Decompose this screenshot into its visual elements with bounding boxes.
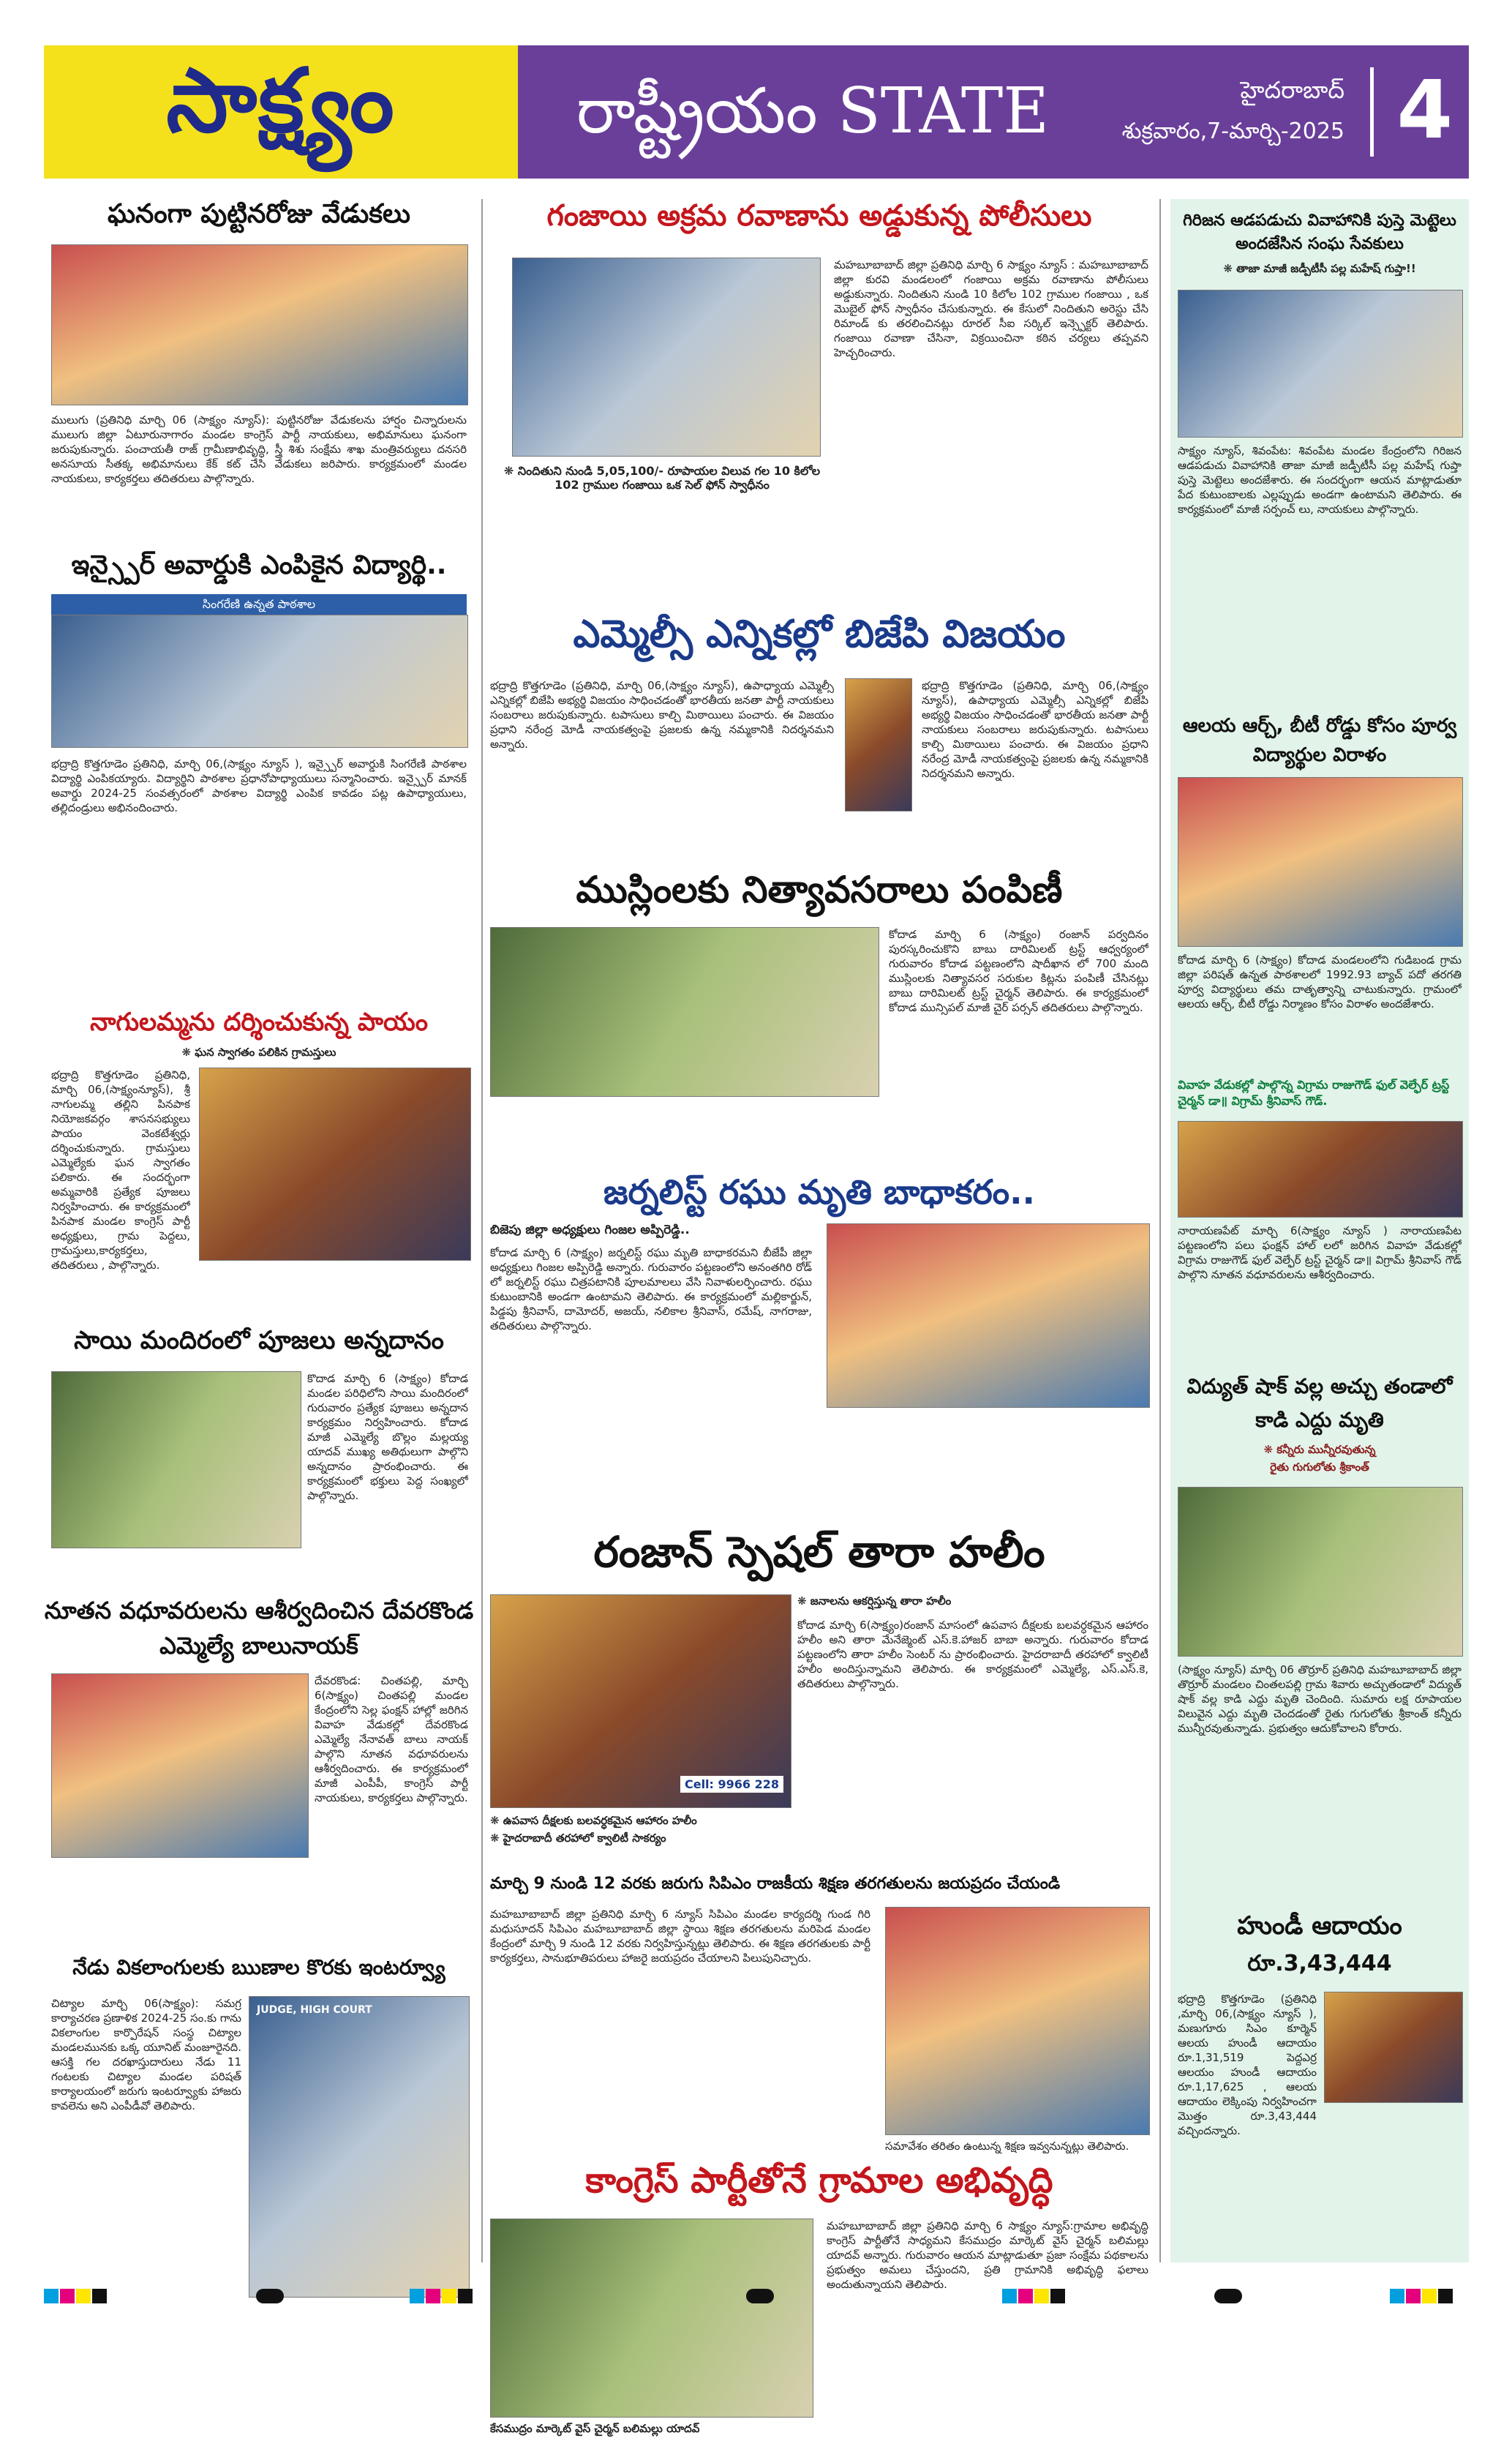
photo-caption: ❋ నిందితుని నుండి 5,05,100/- రూపాయల విలువ గల 10 కిలోల 102 గ్రాముల గంజాయి ఒక సెల్ ఫోన్ స్వాధీనం xyxy=(503,464,821,492)
article-body: దేవరకొండ: చింతపల్లి, మార్చి 6(సాక్ష్యం) చింతపల్లి మండల కేంద్రంలోని సెల్ల ఫంక్షన్ హాల్లో జరిగిన వివాహ వేడుకల్లో దేవరకొండ ఎమ్మెల్యే నేనావత్ బాలు నాయక్ పాల్గొని నూతన వధూవరులను ఆశీర్వదించారు. ఈ కార్యక్రమంలో మాజీ ఎంపీపీ, కాంగ్రెస్ పార్టీ నాయకులు, కార్యకర్తలు పాల్గొన్నారు. xyxy=(315,1674,468,1804)
article-body: కోదాడ మార్చి 6(సాక్ష్యం)రంజాన్ మాసంలో ఉపవాస దీక్షలకు బలవర్ధకమైన ఆహారం హలీం అని తారా మేనేజ్మెంట్ ఎస్.కె.హాజర్ బాబా అన్నారు. గురువారం కోదాడ పట్టణంలోని తారా హలీం సెంటర్ ను ప్రారంభించారు. హైదరాబాదీ తరహాలో క్వాలిటీ హలీం అందిస్తున్నామని తెలిపారు. ఈ కార్యక్రమంలో ఎమ్మెల్యే, ఎస్.ఎస్.కె, తదితరులు పాల్గొన్నారు. xyxy=(797,1619,1148,1690)
subheadline: ❋ తాజా మాజీ జడ్పీటీసీ పల్ల మహేష్ గుప్తా!! xyxy=(1223,262,1416,275)
article-body: ములుగు (ప్రతినిధి మార్చి 06 (సాక్ష్యం న్యూస్): పుట్టినరోజు వేడుకలను హార్షం చిన్నారులను ములుగు జిల్లా ఏటూరునాగారం మండల కాంగ్రెస్ పార్టీ నాయకులు, అభిమానులు ఘనంగా జరుపుకున్నారు. పంచాయతీ రాజ్ గ్రామీణాభివృద్ధి, స్త్రీ శిశు సంక్షేమ శాఖ మంత్రివర్యులు దనసరి అనసూయ సీతక్క అభిమానులు కేక్ కట్ చేసి వేడుకలు జరిపారు. కార్యక్రమంలో మండల నాయకులు, కార్యకర్తలు తదితరులు పాల్గొన్నారు. xyxy=(51,413,467,485)
article-body: మహబూబాబాద్ జిల్లా ప్రతినిధి మార్చి 6 సాక్ష్యం న్యూస్ : మహబూబాబాద్ జిల్లా కురవి మండలంలో గంజాయి అక్రమ రవాణాను పోలీసులు అడ్డుకున్నారు. నిందితుని నుండి 10 కిలోల 102 గ్రాముల గంజాయి , ఒక మొబైల్ ఫోన్ స్వాధీనం చేసుకున్నారు. ఈ కేసులో నిందితుని అరెస్టు చేసి రిమాండ్ కు తరలించినట్లు రూరల్ సీఐ సర్కిల్ ఇన్స్పెక్టర్ తెలిపారు. గంజాయి రవాణా చేసినా, విక్రయించినా కఠిన చర్యలు తప్పవని హెచ్చరించారు. xyxy=(834,258,1148,359)
headline: కాంగ్రెస్ పార్టీతోనే గ్రామాల అభివృద్ధి xyxy=(585,2160,1053,2201)
photo-cpm-leader xyxy=(885,1907,1150,2135)
headline: గిరిజన ఆడపడుచు వివాహానికి పుస్తె మెట్టెలు అందజేసిన సంఘ సేవకులు xyxy=(1183,211,1456,253)
photo-kit-distribution xyxy=(490,927,879,1097)
page-number: 4 xyxy=(1396,63,1453,157)
newspaper-logo xyxy=(44,45,518,179)
article-body: మహబూబాబాద్ జిల్లా ప్రతినిధి మార్చి 6 న్యూస్ సిపిఎం మండల కార్యదర్శి గుండ గిరి మధుసూదన్ సిపిఎం మహబూబాబాద్ జిల్లా స్థాయి శిక్షణ తరగతులను మరిపెడ మండల కేంద్రంలో మార్చి 9 నుండి 12 వరకు నిర్వహిస్తున్నట్లు తెలిపారు. ఈ శిక్షణ తరగతులకు పార్టీ కార్యకర్తలు, సానుభూతిపరులు హాజరై జయప్రదం చేయాలని పిలుపునిచ్చారు. xyxy=(490,1908,870,1965)
section-title: రాష్ట్రీయం STATE xyxy=(576,75,1050,148)
subheadline-1: ❋ కన్నీరు మున్నీరవుతున్న xyxy=(1263,1443,1376,1456)
headline: హుండీ ఆదాయం xyxy=(1237,1911,1402,1940)
article-haleem xyxy=(490,1527,1148,1845)
article-body: కొదాడ మార్చి 6 (సాక్ష్యం) కోదాడ మండల పరిధిలోని సాయి మందిరంలో గురువారం ప్రత్యేక పూజలు అన్నదాన కార్యక్రమం నిర్వహించారు. కోదాడ మాజీ ఎమ్మెల్యే బొల్లం మల్లయ్య యాదవ్ ముఖ్య అతిథులుగా పాల్గొని అన్నదానం ప్రారంభించారు. ఈ కార్యక్రమంలో భక్తులు పెద్ద సంఖ్యలో పాల్గొన్నారు. xyxy=(307,1372,468,1502)
headline: మార్చి 9 నుండి 12 వరకు జరుగు సిపిఎం రాజకీయ శిక్షణ తరగతులను జయప్రదం చేయండి xyxy=(490,1875,1061,1893)
article-mlc-bjp xyxy=(490,612,1148,780)
headline: ఎమ్మెల్సీ ఎన్నికల్లో బిజేపి విజయం xyxy=(573,612,1066,656)
masthead xyxy=(44,45,1469,179)
column-divider-left xyxy=(481,199,483,2262)
article-hundi-income xyxy=(1170,1911,1469,2137)
headline: రంజాన్ స్పెషల్ తారా హలీం xyxy=(593,1527,1045,1577)
headline: విద్యుత్ షాక్ వల్ల అచ్చు తండాలో కాడి ఎద్దు మృతి xyxy=(1186,1374,1453,1432)
photo-caption: కేసముద్రం మార్కెట్ వైస్ చైర్మన్ బలిమల్లు యాదవ్ xyxy=(490,2422,700,2435)
article-alumni-donation xyxy=(1170,711,1469,1281)
school-banner: సింగరేణి ఉన్నత పాఠశాల xyxy=(51,594,467,615)
photo-annadanam xyxy=(51,1371,301,1548)
photo-police-press xyxy=(512,258,821,457)
right-column xyxy=(1170,199,1469,2262)
city-name: హైదరాబాద్ xyxy=(1240,76,1344,104)
article-body: భద్రాద్రి కొత్తగూడెం (ప్రతినిధి ,మార్చి 06,(సాక్ష్యం న్యూస్ ), మణుగూరు సిఎం కూర్మెన్ ఆలయ హుండీ ఆదాయం రూ.1,31,519 పెద్దఎర్ర ఆలయం హుండీ ఆదాయం రూ.1,17,625 , ఆలయ ఆదాయం లెక్కింపు నిర్వహించగా మొత్తం రూ.3,43,444 వచ్చిందన్నారు. xyxy=(1178,1992,1317,2137)
registration-mark xyxy=(1214,2289,1242,2303)
headline: సాయి మందిరంలో పూజలు అన్నదానం xyxy=(74,1326,444,1355)
registration-mark xyxy=(746,2289,774,2303)
column-divider-right xyxy=(1159,199,1161,2262)
color-bar xyxy=(1002,2289,1067,2305)
article-wedding-blessing xyxy=(44,1593,474,1804)
article-inspire-award xyxy=(44,550,474,814)
subheadline: ❋ జనాలను ఆకర్షిస్తున్న తారా హలీం xyxy=(797,1594,952,1608)
article-body: (సాక్ష్యం న్యూస్) మార్చి 06 తొర్రూర్ ప్రతినిధి మహబూబాబాద్ జిల్లా తొర్రూర్ మండలం చింతలపల్లి గ్రామ శివారు అచ్చుతండాలో విద్యుత్ షాక్ వల్ల కాడి ఎద్దు మృతి చెందింది. సుమారు లక్ష రూపాయల విలువైన ఎద్దు మృతి చెందడంతో రైతు గుగులోతు శ్రీకాంత్ కన్నీరు మున్నీరవుతున్నాడు. ప్రభుత్వం ఆదుకోవాలని కోరారు. xyxy=(1178,1663,1462,1735)
headline: జర్నలిస్ట్ రఘు మృతి బాధాకరం.. xyxy=(603,1172,1036,1212)
photo-haleem-stall xyxy=(490,1594,791,1808)
photo-caption-1: ❋ ఉపవాస దీక్షలకు బలవర్ధకమైన ఆహారం హలీం xyxy=(490,1814,697,1827)
article-body: భద్రాద్రి కొత్తగూడెం (ప్రతినిధి, మార్చి 06,(సాక్ష్యం న్యూస్), ఉపాధ్యాయ ఎమ్మెల్సీ ఎన్నికల్లో బిజేపి అభ్యర్థి విజయం సాధించడంతో భారతీయ జనతా పార్టీ నాయకులు సంబరాలు జరుపుకున్నారు. టపాసులు కాల్చి మిఠాయిలు పంచారు. ఈ విజయం ప్రధాని నరేంద్ర మోడీ నాయకత్వంపై ప్రజలకు ఉన్న నమ్మకానికి నిదర్శనమని అన్నారు. xyxy=(490,679,834,751)
photo-alumni xyxy=(1178,777,1463,947)
article-journalist-raghu xyxy=(490,1172,1148,1332)
photo-temple-visit xyxy=(199,1068,471,1261)
color-bar xyxy=(410,2289,474,2305)
photo-caption-2: ❋ హైదరాబాదీ తరహాలో క్వాలిటీ సాకర్యం xyxy=(490,1831,666,1845)
article-cpm-training xyxy=(490,1875,1148,2153)
photo-donation xyxy=(1178,290,1463,438)
photo-dead-ox xyxy=(1178,1487,1463,1657)
headline: ఆలయ ఆర్చ్, బీటీ రోడ్డు కోసం పూర్వ విద్యార్థుల విరాళం xyxy=(1182,715,1457,766)
photo-candidate xyxy=(845,678,912,811)
article-body: భద్రాద్రి కొత్తగూడెం ప్రతినిధి, మార్చి 06,(సాక్ష్యం న్యూస్ ), ఇన్స్పైర్ అవార్డుకి సింగరేణి పాఠశాల విద్యార్థి ఎంపికయ్యారు. విద్యార్థిని పాఠశాల ప్రధానోపాధ్యాయులు సన్మానించారు. ఇన్స్పైర్ మానక్ అవార్డు 2024-25 సంవత్సరంలో పాఠశాల విద్యార్థి ఎంపిక కావడం పట్ల ఉపాధ్యాయులు, తల్లిదండ్రులు అభినందించారు. xyxy=(51,757,467,814)
article-disabled-loans xyxy=(44,1955,474,2112)
logo-text: సాక్ష్యం xyxy=(166,50,396,152)
headline: గంజాయి అక్రమ రవాణాను అడ్డుకున్న పోలీసులు xyxy=(546,199,1092,233)
headline: ముస్లింలకు నిత్యావసరాలు పంపిణీ xyxy=(576,869,1063,911)
photo-board-text: JUDGE, HIGH COURT xyxy=(257,2004,372,2016)
color-bar-right xyxy=(1390,2289,1454,2305)
subheadline-2: రైతు గుగులోతు శ్రీకాంత్ xyxy=(1270,1460,1369,1474)
article-body: కోదాడ మార్చి 6 (సాక్ష్యం) రంజాన్ పర్వదినం పురస్కరించుకొని బాబు దారిమిలట్ ట్రస్ట్ ఆధ్వర్యంలో గురువారం కోదాడ పట్టణంలోని షాదీఖాన లో 700 మంది ముస్లింలకు నిత్యావసర సరుకుల కిట్లను పంపిణీ చేసినట్లు బాబు దారిమిలట్ ట్రస్ట్ చైర్మన్ తెలిపారు. ఈ కార్యక్రమంలో కోదాడ మున్సిపల్ మాజీ చైర్ పర్సన్ తదితరులు పాల్గొన్నారు. xyxy=(889,928,1148,1014)
article-birthday xyxy=(44,199,474,485)
article-body-2: నారాయణపేట్ మార్చి 6(సాక్ష్యం న్యూస్ ) నారాయణపేట పట్టణంలోని పలు ఫంక్షన్ హాల్ లలో జరిగిన వివాహ వేడుకల్లో విగ్రామ రాజుగౌడ్ ఫుల్ వెల్ఫేర్ ట్రస్ట్ చైర్మన్ డా॥ విగ్రామ్ శ్రీనివాస్ గౌడ్ పాల్గొని నూతన వధూవరులను ఆశీర్వదించారు. xyxy=(1178,1224,1462,1281)
photo-wedding xyxy=(51,1673,309,1858)
headline: నూతన వధూవరులను ఆశీర్వదించిన దేవరకొండ ఎమ్మెల్యే బాలునాయక్ xyxy=(44,1597,474,1660)
article-ganja-seizure xyxy=(490,199,1148,492)
color-bar-left xyxy=(44,2289,108,2305)
article-nagulamma xyxy=(44,1008,474,1272)
hundi-amount: రూ.3,43,444 xyxy=(1247,1951,1392,1976)
photo-vice-chairman xyxy=(490,2219,813,2418)
article-body: కోదాడ మార్చి 6 (సాక్ష్యం) కోదాడ మండలంలోని గుడిబండ గ్రామ జిల్లా పరిషత్ ఉన్నత పాఠశాలలో 1992.93 బ్యాచ్ పదో తరగతి పూర్వ విద్యార్థులు తమ దాతృత్వాన్ని చాటుకున్నారు. గ్రామంలో ఆలయ ఆర్చ్, బీటీ రోడ్డు నిర్మాణం కోసం విరాళం అందజేశారు. xyxy=(1178,953,1462,1010)
subheadline: బిజెపు జిల్లా అధ్యక్షులు గింజల అప్పిరెడ్డి.. xyxy=(490,1223,690,1237)
photo-students xyxy=(51,615,468,748)
article-body: భద్రాద్రి కొత్తగూడెం ప్రతినిధి, మార్చి 06,(సాక్ష్యంన్యూస్), శ్రీ నాగులమ్మ తల్లిని పినపాక నియోజకవర్గం శాసనసభ్యులు పాయం వెంకటేశ్వర్లు దర్శించుకున్నారు. గ్రామస్తులు ఎమ్మెల్యేకు ఘన స్వాగతం పలికారు. ఈ సందర్భంగా అమ్మవారికి ప్రత్యేక పూజలు నిర్వహించారు. ఈ కార్యక్రమంలో పినపాక మండల కాంగ్రెస్ పార్టీ అధ్యక్షులు, గ్రామ పెద్దలు, గ్రామస్తులు,కార్యకర్తలు, తదితరులు , పాల్గొన్నారు. xyxy=(51,1068,190,1272)
article-body: మహబూబాబాద్ జిల్లా ప్రతినిధి మార్చి 6 సాక్ష్యం న్యూస్:గ్రామాల అభివృద్ధి కాంగ్రెస్ పార్టీతోనే సాధ్యమని కేసముద్రం మార్కెట్ వైస్ చైర్మన్ బలిమల్లు యాదవ్ అన్నారు. గురువారం ఆయన మాట్లాడుతూ ప్రజా సంక్షేమ పథకాలను ప్రభుత్వం అమలు చేస్తుందని, ప్రతి గ్రామానికి అభివృద్ధి ఫలాలు అందుతున్నాయని తెలిపారు. xyxy=(827,2219,1148,2291)
photo-birthday-group xyxy=(51,244,468,405)
article-sai-mandir xyxy=(44,1326,474,1502)
article-tribal-wedding xyxy=(1170,209,1469,516)
section-band xyxy=(518,45,1469,179)
article-electric-shock xyxy=(1170,1370,1469,1735)
article-body: కోదాడ మార్చి 6 (సాక్ష్యం) జర్నలిస్ట్ రఘు మృతి బాధాకరమని బీజేపీ జిల్లా అధ్యక్షులు గింజల అప్పిరెడ్డి అన్నారు. గురువారం పట్టణంలోని అనంతగిరి రోడ్ లో జర్నలిస్ట్ రఘు చిత్రపటానికి పూలమాలలు వేసి నివాళులర్పించారు. రఘు కుటుంబానికి అండగా ఉంటామని తెలిపారు. ఈ కార్యక్రమంలో మల్లికార్జున్, పిడ్డపు శ్రీనివాస్, దామోదర్, అజయ్, నలికాల శ్రీనివాస్, రమేష్, నాగరాజు, తదితరులు పాల్గొన్నారు. xyxy=(490,1246,812,1332)
headline: నాగులమ్మను దర్శించుకున్న పాయం xyxy=(90,1008,428,1037)
photo-wedding-guest xyxy=(1178,1121,1463,1218)
masthead-divider xyxy=(1370,67,1374,157)
headline: ఇన్స్పైర్ అవార్డుకి ఎంపికైన విద్యార్థి.. xyxy=(71,550,447,580)
highlight-note: వివాహ వేడుకల్లో పాల్గొన్న విగ్రామ రాజుగౌడ్ ఫుల్ వెల్ఫేర్ ట్రస్ట్ చైర్మన్ డా॥ విగ్రామ్ శ్రీనివాస్ గౌడ్. xyxy=(1178,1078,1450,1108)
issue-date: శుక్రవారం,7-మార్చి-2025 xyxy=(1121,119,1344,144)
article-body: సాక్ష్యం న్యూస్, శివంపేట: శివంపేట మండల కేంద్రంలోని గిరిజన ఆడపడుచు వివాహానికి తాజా మాజీ జడ్పీటీసీ పల్ల మహేష్ గుప్తా పుస్తె మెట్టెలు అందజేశారు. ఈ సందర్భంగా ఆయన మాట్లాడుతూ పేద కుటుంబాలకు ఎల్లప్పుడు అండగా ఉంటామని తెలిపారు. ఈ కార్యక్రమంలో మాజీ సర్పంచ్ లు, నాయకులు పాల్గొన్నారు. xyxy=(1178,444,1462,516)
article-congress-development xyxy=(490,2160,1148,2435)
photo-caption: సమావేశం తరితం ఉంటున్న శిక్షణ ఇవ్వనున్నట్లు తెలిపారు. xyxy=(885,2140,1129,2153)
stall-phone-text: Cell: 9966 228 xyxy=(680,1776,783,1793)
photo-temple-official xyxy=(1324,1992,1463,2103)
subheadline: ❋ ఘన స్వాగతం పలికిన గ్రామస్తులు xyxy=(181,1046,336,1059)
article-body: చిట్యాల మార్చి 06(సాక్ష్యం): సమగ్ర కార్యాచరణ ప్రణాళిక 2024-25 సం.కు గాను వికలాంగుల కార్పొరేషన్ సంస్థ చిట్యాల మండలమునకు ఒక్క యూనిట్ మంజూరైనది. ఆసక్తి గల దరఖాస్తుదారులు నేడు 11 గంటలకు చిట్యాల మండల పరిషత్ కార్యాలయంలో జరుగు ఇంటర్వ్యూకు హాజరు కావలెను అని ఎంపీడీవో తెలిపారు. xyxy=(51,1997,241,2112)
photo-official-portrait xyxy=(249,1996,470,2298)
headline: ఘనంగా పుట్టినరోజు వేడుకలు xyxy=(107,199,411,229)
registration-mark xyxy=(256,2289,284,2303)
photo-tribute xyxy=(827,1223,1150,1408)
headline: నేడు వికలాంగులకు ఋణాల కొరకు ఇంటర్వ్యూ xyxy=(72,1955,445,1979)
article-body-continued: భద్రాద్రి కొత్తగూడెం (ప్రతినిధి, మార్చి 06,(సాక్ష్యం న్యూస్), ఉపాధ్యాయ ఎమ్మెల్సీ ఎన్నికల్లో బిజేపి అభ్యర్థి విజయం సాధించడంతో భారతీయ జనతా పార్టీ నాయకులు సంబరాలు జరుపుకున్నారు. టపాసులు కాల్చి మిఠాయిలు పంచారు. ఈ విజయం ప్రధాని నరేంద్ర మోడీ నాయకత్వంపై ప్రజలకు ఉన్న నమ్మకానికి నిదర్శనమని అన్నారు. xyxy=(922,679,1148,780)
article-ramzan-kits xyxy=(490,869,1148,1014)
